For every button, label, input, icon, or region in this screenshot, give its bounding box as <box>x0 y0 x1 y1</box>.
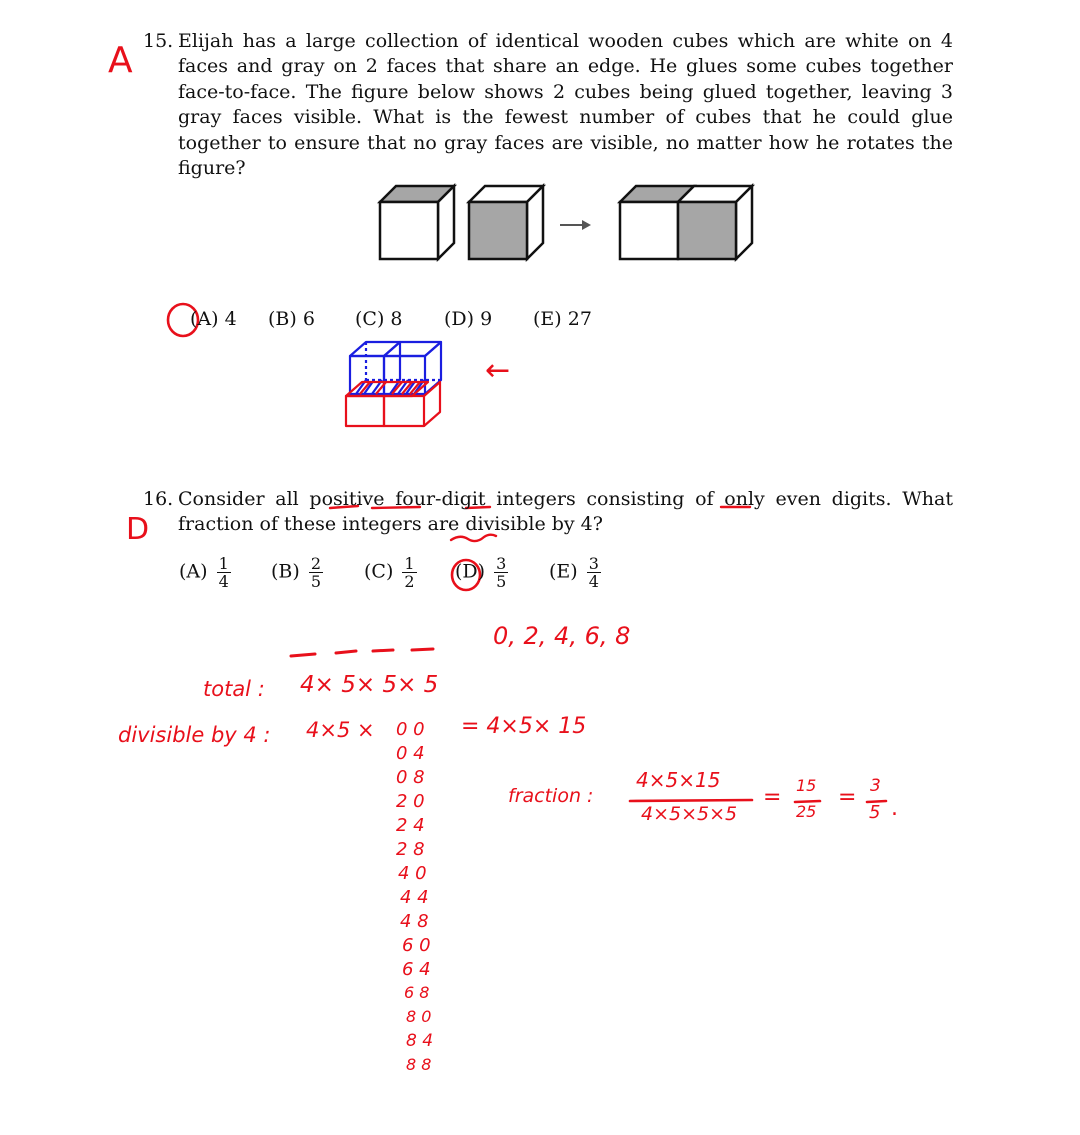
choice-letter: (D) <box>444 308 475 330</box>
glued-cubes <box>620 186 752 259</box>
divisible-label: divisible by 4 : <box>118 723 271 747</box>
q16-choice-b[interactable] <box>271 555 323 590</box>
pair-item: 2 4 <box>396 815 425 836</box>
q15-choice-d[interactable] <box>444 308 492 330</box>
fraction-3-denominator: 5 <box>869 802 881 823</box>
choice-fraction <box>402 555 416 590</box>
pair-item: 0 4 <box>396 743 425 764</box>
fraction-2-numerator: 15 <box>796 776 817 795</box>
pair-item: 4 0 <box>398 863 427 884</box>
fraction-denominator: 5 <box>310 572 322 591</box>
divisible-result: = 4×5× 15 <box>461 714 587 739</box>
fraction-denominator: 5 <box>496 572 507 591</box>
pair-item: 8 0 <box>406 1007 432 1026</box>
figure-arrow <box>560 220 591 230</box>
pair-item: 2 8 <box>396 839 425 860</box>
choice-letter: (B) <box>271 560 300 583</box>
q16-choice-d[interactable] <box>455 555 508 590</box>
problem-16-number: 16. <box>143 488 174 510</box>
choice-letter: (E) <box>533 308 562 330</box>
choice-fraction <box>587 555 601 590</box>
digit-slots <box>291 649 433 656</box>
fraction-denominator: 4 <box>588 572 599 591</box>
problem-15 <box>143 29 955 180</box>
q15-choice-e[interactable] <box>533 308 592 330</box>
choice-value: 8 <box>390 308 403 330</box>
pair-item: 4 4 <box>400 887 429 908</box>
answer-mark-15: A <box>108 40 133 81</box>
choice-fraction <box>217 555 231 590</box>
choice-letter: (A) <box>190 308 219 330</box>
fraction-numerator: 1 <box>218 554 229 573</box>
equals-sign-2: = <box>838 785 857 810</box>
q15-choice-c[interactable] <box>355 308 403 330</box>
q16-choice-a[interactable] <box>179 555 231 590</box>
choice-letter: (A) <box>179 560 208 583</box>
period-mark: . <box>891 796 898 821</box>
problem-15-number: 15. <box>143 30 174 52</box>
pair-item: 2 0 <box>396 791 425 812</box>
pair-item: 0 8 <box>396 767 425 788</box>
fraction-1-denominator: 4×5×5×5 <box>641 803 738 825</box>
fraction-2-denominator: 25 <box>796 802 817 821</box>
choice-fraction <box>494 555 508 590</box>
problem-16-text: Consider all positive four-digit integers consisting of only even digits. What fraction of these integers are divisible by 4? <box>178 488 953 536</box>
cube-white-front <box>380 186 454 259</box>
fraction-numerator: 3 <box>588 554 599 573</box>
fraction-label: fraction : <box>508 785 594 807</box>
fraction-1-numerator: 4×5×15 <box>636 768 721 792</box>
choice-letter: (C) <box>355 308 385 330</box>
q15-choice-a[interactable] <box>190 308 237 330</box>
answer-mark-16: D <box>126 512 150 547</box>
cube-gray-front <box>469 186 543 259</box>
pair-item: 6 8 <box>404 983 430 1002</box>
pair-item: 6 4 <box>402 959 431 980</box>
pair-item: 4 8 <box>400 911 429 932</box>
choice-letter: (B) <box>268 308 297 330</box>
fraction-numerator: 1 <box>404 554 415 573</box>
fraction-numerator: 2 <box>310 554 322 573</box>
equals-sign-1: = <box>763 785 782 810</box>
fraction-denominator: 4 <box>218 572 229 591</box>
arrow-mark: ← <box>485 353 511 388</box>
problem-15-text: Elijah has a large collection of identical wooden cubes which are white on 4 faces and gray on 2 faces that share an edge. He glues some cubes together face-to-face. The figure below shows 2 cubes being glued together, leaving 3 gray faces visible. What is the fewest number of cubes that he could glue together to ensure that no gray faces are visible, no matter how he rotates the figure? <box>178 30 953 180</box>
fraction-denominator: 2 <box>404 572 415 591</box>
total-expression: 4× 5× 5× 5 <box>300 672 439 698</box>
fraction-numerator: 3 <box>496 554 507 573</box>
pair-item: 8 8 <box>406 1055 432 1074</box>
q15-choice-b[interactable] <box>268 308 315 330</box>
choice-value: 27 <box>567 308 592 330</box>
choice-fraction <box>309 555 323 590</box>
fraction-3-numerator: 3 <box>870 776 881 796</box>
problem-16 <box>143 487 955 539</box>
pair-item: 6 0 <box>402 935 431 956</box>
divisible-prefix: 4×5 × <box>306 718 375 742</box>
choice-letter: (C) <box>364 560 394 583</box>
ending-pairs-list <box>392 719 452 1079</box>
cube-sketch <box>346 342 441 426</box>
digits-note: 0, 2, 4, 6, 8 <box>493 622 631 650</box>
choice-value: 4 <box>224 308 237 330</box>
choice-letter: (E) <box>549 560 578 583</box>
q16-choice-e[interactable] <box>549 555 601 590</box>
pair-item: 8 4 <box>406 1031 434 1051</box>
choice-value: 6 <box>302 308 315 330</box>
q16-choice-c[interactable] <box>364 555 417 590</box>
total-label: total : <box>203 677 265 701</box>
pair-item: 0 0 <box>396 719 425 740</box>
choice-value: 9 <box>480 308 493 330</box>
choice-letter: (D) <box>455 560 486 583</box>
